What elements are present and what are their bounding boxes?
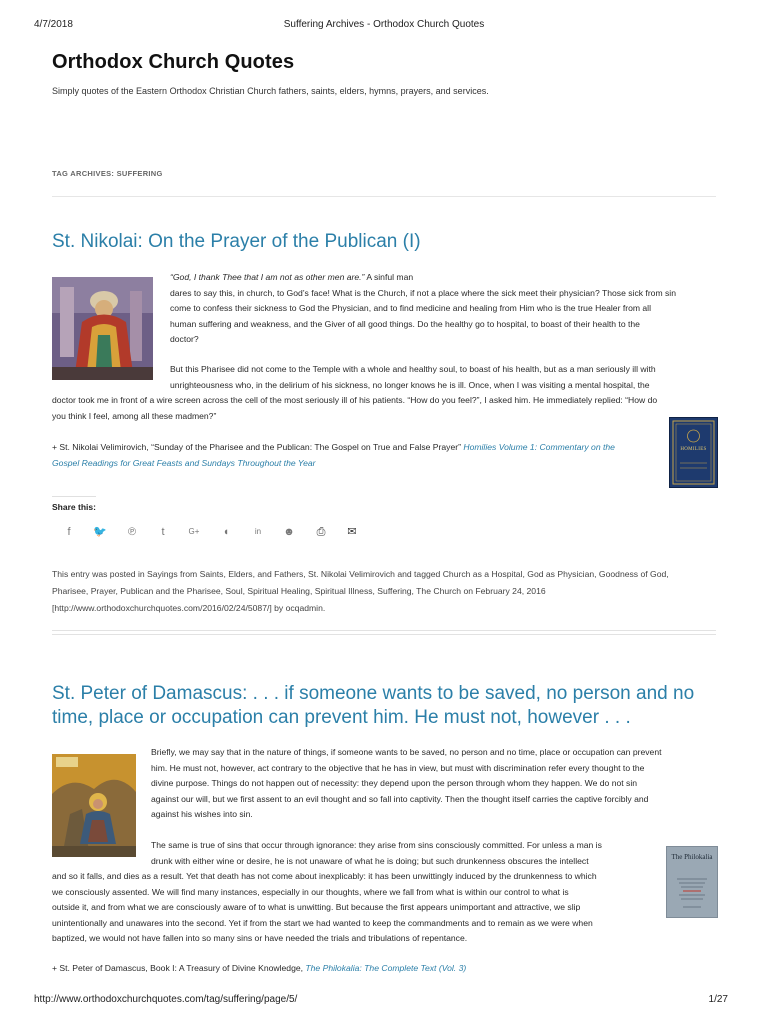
text-line: against our will, but we first assent to an evil thought and so fall into captivity. Then the thought itself carries the captive forcibly and	[151, 793, 649, 804]
citation-text: + St. Peter of Damascus, Book I: A Treasury of Divine Knowledge,	[52, 963, 306, 973]
book-link[interactable]: Homilies Volume 1: Commentary on the	[463, 442, 615, 452]
text-line: you think I feel, among all these madmen?”	[52, 410, 217, 421]
pinterest-icon[interactable]: ℗	[127, 526, 137, 538]
post2-citation	[52, 961, 662, 977]
tag-archive-heading: TAG ARCHIVES: SUFFERING	[52, 169, 163, 178]
text-line: divine purpose. Things do not happen out of necessity: they depend upon the person through whom they happen. We do not sin	[151, 778, 638, 788]
book-link[interactable]: Gospel Readings for Great Feasts and Sundays Throughout the Year	[52, 457, 316, 468]
post1-body-para2-full	[52, 393, 732, 424]
book-cover-title: HOMILIES	[680, 447, 707, 452]
text-line: unrighteousness who, in the delirium of his sickness, no longer knows he is ill. Once, when I was visiting a mental hospital, the	[170, 379, 650, 390]
facebook-icon[interactable]: f	[67, 526, 71, 538]
text-line: doctor?	[170, 334, 199, 344]
post2-body-para2-full	[52, 869, 662, 947]
entry-meta-line: Pharisee, Prayer, Publican and the Pharisee, Soul, Spiritual Healing, Spiritual Illness, Suffering, The Church on February 24, 2016	[52, 586, 546, 596]
post1-quote-rest: A sinful man	[364, 272, 414, 282]
post1-citation	[52, 440, 657, 471]
publican-icon-image	[52, 277, 153, 380]
text-line: come to confess their sickness to God the Physician, and to find medicine and healing from Him who is the true Healer from all	[170, 303, 652, 313]
pocket-icon[interactable]: ◖	[222, 526, 230, 538]
citation-text: + St. Nikolai Velimirovich, “Sunday of the Pharisee and the Publican: The Gospel on True and False Prayer”	[52, 442, 464, 452]
post2-body	[151, 745, 721, 823]
print-date: 4/7/2018	[34, 19, 73, 30]
post2-body-para2	[151, 838, 661, 869]
text-line: and so it falls, and dies as a result. Yet that death has not come about inexplicably: it has been unwittingly induced by the drunkenness to which	[52, 871, 597, 881]
text-line: unintentionally and unawares into the second. Yet if from the start we had wanted to keep the commandments and to remain as we were when	[52, 917, 593, 928]
homilies-book-cover[interactable]	[669, 417, 718, 488]
post-title-line: St. Peter of Damascus: . . . if someone wants to be saved, no person and no	[52, 683, 695, 704]
reddit-icon[interactable]: ☻	[283, 526, 295, 538]
site-title[interactable]: Orthodox Church Quotes	[52, 51, 295, 73]
entry-meta-line: This entry was posted in Sayings from Saints, Elders, and Fathers, St. Nikolai Velimirovich and tagged Church as a Hospital, God as Physician, Goodness of God,	[52, 569, 669, 579]
share-divider	[52, 496, 96, 497]
text-line: baptized, we would not have fallen into so many sins or have needed the trials and tribulations of repentance.	[52, 933, 468, 943]
text-line: The same is true of sins that occur through ignorance: they arise from sins consciously committed. For unless a man is	[151, 840, 602, 850]
post1-body	[170, 270, 730, 348]
print-url: http://www.orthodoxchurchquotes.com/tag/suffering/page/5/	[34, 994, 298, 1005]
share-label: Share this:	[52, 502, 96, 512]
text-line: human suffering and weakness, and the Giver of all good things. Do the healthy go to hospital, to boast of their health to the	[170, 318, 640, 329]
book-link[interactable]: The Philokalia: The Complete Text (Vol. 3)	[305, 963, 467, 973]
print-icon[interactable]: ⎙	[316, 526, 326, 538]
post-title[interactable]	[52, 682, 718, 730]
email-icon[interactable]: ✉	[347, 526, 357, 538]
post-title-line: time, place or occupation can prevent him. He must not, however . . .	[52, 707, 631, 728]
post-title[interactable]: St. Nikolai: On the Prayer of the Publican (I)	[52, 231, 421, 252]
entry-meta-line: [http://www.orthodoxchurchquotes.com/2016/02/24/5087/] by ocqadmin.	[52, 603, 326, 613]
print-page-title: Suffering Archives - Orthodox Church Quotes	[283, 19, 485, 30]
post1-body-para2	[170, 362, 730, 393]
text-line: dares to say this, in church, to God’s face! What is the Church, if not a place where the sick meet their physician? Those sick from sin	[170, 287, 676, 298]
text-line: him. He must not, however, act contrary to the objective that he has in view, but must with discrimination refer every thought to the	[151, 762, 645, 773]
text-line: drunk with either wine or desire, he is not unaware of what he is doing; but such drunkenness obscures the intellect	[151, 855, 589, 866]
book-cover-title: The Philokalia	[671, 853, 713, 861]
site-description: Simply quotes of the Eastern Orthodox Christian Church fathers, saints, elders, hymns, prayers, and services.	[52, 86, 489, 96]
philokalia-book-cover[interactable]	[666, 846, 718, 918]
tumblr-icon[interactable]: t	[161, 526, 165, 538]
text-line: Briefly, we may say that in the nature of things, if someone wants to be saved, no person and no time, place or occupation can prevent	[151, 747, 662, 757]
text-line: we consciously assented. We will find many instances, especially in our thoughts, where we fall from what is within our control to what is	[52, 886, 569, 897]
linkedin-icon[interactable]: in	[254, 527, 262, 536]
text-line: doctor took me in front of a wire screen across the cell of the most seriously ill of his patients. “How do you feel?”, I asked him. He immediately replied: “How do	[52, 395, 658, 405]
post-separator	[52, 630, 716, 635]
post1-quote: “God, I thank Thee that I am not as other men are.”	[170, 272, 365, 282]
print-page-number: 1/27	[708, 994, 728, 1005]
google-plus-icon[interactable]: G+	[188, 527, 200, 536]
entry-meta	[52, 566, 718, 617]
text-line: against his wishes into sin.	[151, 809, 253, 819]
text-line: But this Pharisee did not come to the Temple with a whole and healthy soul, to boast of his health, but as a man seriously ill with	[170, 364, 656, 374]
divider	[52, 196, 716, 197]
text-line: outside it, and from what we are consciously aware of to what is unwitting. But because the first appears unimportant and attractive, we slip	[52, 902, 581, 912]
twitter-icon[interactable]: 🐦	[93, 526, 107, 538]
st-peter-icon-image	[52, 754, 136, 857]
